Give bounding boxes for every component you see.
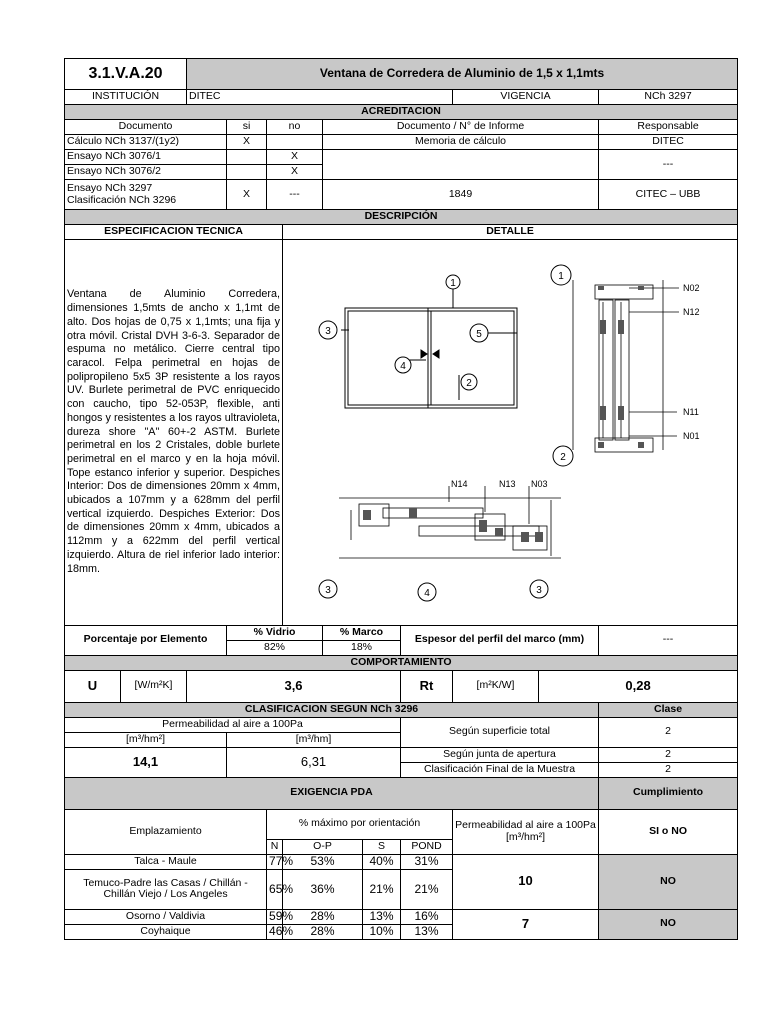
perm-requirement-label: Permeabilidad al aire a 100Pa [m³/hm²] [453,809,599,854]
callout-4-bottom [418,583,436,601]
acred-responsable: CITEC – UBB [599,180,738,210]
table-row [65,854,738,869]
callout-4 [395,357,411,373]
section-callout-2-label: 2 [560,452,566,463]
col-header-responsable: Responsable [599,120,738,135]
acred-doc: Cálculo NCh 3137/(1y2) [65,135,227,150]
rt-unit: [m²K/W] [453,670,539,702]
cumple-group-1: NO [599,854,738,909]
u-value: 3,6 [187,670,401,702]
label-n01: N01 [683,431,700,441]
acred-responsable: DITEC [599,135,738,150]
u-label: U [65,670,121,702]
hsection-callout-3a-label: 3 [325,585,331,596]
emplazamiento-name: Osorno / Valdivia [65,909,267,924]
window-detail-drawing [299,240,721,621]
label-n12: N12 [683,307,700,317]
orient-header-n: N [267,839,283,854]
orient-s: 21% [363,869,401,909]
orient-op: 28% [283,909,363,924]
callout-1-section [551,265,571,285]
spec-text: Ventana de Aluminio Corredera, dimensiones 1,5mts de ancho x 1,1mt de alto. Dos hojas de 0,75 x 1,1mts; una fija y otra móvil. Cristal DVH 3-6-3. Separador de espuma no metálico. Cierre central tipo caracol. Felpa perimetral en hojas de polipropileno 5x5 3P resistente a los rayos UV. Burlete perimetral de PVC enriquecido con caucho, tipo 52-053P, flexible, anti hongos y resistentes a los rayos ultravioleta, dureza shore "A" 60+-2 ASTM. Burlete perimetral en los 2 Cristales, doble burlete perimetral en el marco y en la hoja móvil. Tope estanco inferior y superior. Despiches Interior: Dos de dimensiones 20mm x 4mm, ubicados a 107mm y a 628mm del perfil vertical izquierdo. Despiches Exterior: Dos de dimensiones 20mm x 4mm, ubicados a 112mm y a 622mm del perfil vertical izquierdo. Altura de riel inferior lado interior: 18mm. [65,240,283,626]
perm-label: Permeabilidad al aire a 100Pa [65,717,401,732]
marco-label: % Marco [323,625,401,640]
hsection-callout-3b-label: 3 [536,585,542,596]
orient-pond: 21% [401,869,453,909]
table-row [65,909,738,924]
section-callout-1-label: 1 [558,271,564,282]
perm-value-length: 6,31 [227,747,401,777]
horizontal-section [339,486,561,558]
technical-sheet [64,58,704,940]
callout-3 [319,321,337,339]
acred-responsable: --- [599,150,738,180]
orient-header-op: O-P [283,839,363,854]
acred-no: --- [267,180,323,210]
acred-doc [65,180,227,210]
acred-no: X [267,150,323,165]
vigencia-value: NCh 3297 [599,90,738,105]
porcentaje-label: Porcentaje por Elemento [65,625,227,655]
orient-op: 28% [283,924,363,939]
orient-n: 65% [267,869,283,909]
final-clase: 2 [599,762,738,777]
marco-value: 18% [323,640,401,655]
callout-5-label: 5 [476,329,482,340]
callout-1 [446,275,460,289]
perm-group-2: 7 [453,909,599,939]
vidrio-label: % Vidrio [227,625,323,640]
acred-informe: 1849 [323,180,599,210]
col-header-documento: Documento [65,120,227,135]
acreditacion-title: ACREDITACION [65,105,738,120]
callout-1-label: 1 [450,278,456,289]
acred-si [227,165,267,180]
acred-doc-line2: Clasificación NCh 3296 [67,193,177,206]
orient-op: 36% [283,869,363,909]
junta-label: Según junta de apertura [401,747,599,762]
junta-clase: 2 [599,747,738,762]
callout-5 [470,324,488,342]
vertical-section [573,280,679,452]
detail-drawing-cell [283,240,738,626]
sheet-title: Ventana de Corredera de Aluminio de 1,5 x 1,1mts [187,59,738,90]
acred-si [227,150,267,165]
callout-2 [461,374,477,390]
label-n03: N03 [531,479,548,489]
acred-no [267,135,323,150]
espesor-label: Espesor del perfil del marco (mm) [401,625,599,655]
callout-3-left [319,580,337,598]
sheet-code: 3.1.V.A.20 [65,59,187,90]
label-n02: N02 [683,283,700,293]
cumple-group-2: NO [599,909,738,939]
orient-s: 13% [363,909,401,924]
callout-3-label: 3 [325,326,331,337]
perm-group-1: 10 [453,854,599,909]
superficie-label: Según superficie total [401,717,599,747]
orient-pond: 31% [401,854,453,869]
superficie-clase: 2 [599,717,738,747]
callout-2-section [553,446,573,466]
final-label: Clasificación Final de la Muestra [401,762,599,777]
label-n13: N13 [499,479,516,489]
acred-si: X [227,135,267,150]
acred-doc: Ensayo NCh 3076/2 [65,165,227,180]
acred-informe [323,150,599,180]
perm-value-area: 14,1 [65,747,227,777]
callout-4-label: 4 [400,361,406,372]
acred-doc: Ensayo NCh 3076/1 [65,150,227,165]
col-header-si: si [227,120,267,135]
orient-header-s: S [363,839,401,854]
callout-3-right [530,580,548,598]
perm-unit-length: [m³/hm] [227,732,401,747]
vidrio-value: 82% [227,640,323,655]
orient-n: 59% [267,909,283,924]
orient-s: 40% [363,854,401,869]
perm-unit-area: [m³/hm²] [65,732,227,747]
emplazamiento-name: Temuco-Padre las Casas / Chillán - Chillán Viejo / Los Angeles [65,869,267,909]
clasificacion-title: CLASIFICACION SEGUN NCh 3296 [65,702,599,717]
u-unit: [W/m²K] [121,670,187,702]
orient-pond: 13% [401,924,453,939]
acred-no: X [267,165,323,180]
emplazamiento-name: Talca - Maule [65,854,267,869]
emplazamiento-label: Emplazamiento [65,809,267,854]
orientacion-label: % máximo por orientación [267,809,453,839]
col-header-no: no [267,120,323,135]
callout-2-label: 2 [466,378,472,389]
horizontal-section-fill [363,508,543,542]
label-n14: N14 [451,479,468,489]
comportamiento-title: COMPORTAMIENTO [65,655,738,670]
clase-label: Clase [599,702,738,717]
col-header-informe: Documento / N° de Informe [323,120,599,135]
rt-label: Rt [401,670,453,702]
label-n11: N11 [683,407,699,417]
spec-title: ESPECIFICACION TECNICA [65,225,283,240]
sheet-table [64,58,738,940]
orient-n: 77% [267,854,283,869]
vigencia-label: VIGENCIA [453,90,599,105]
acred-si: X [227,180,267,210]
cumplimiento-label: Cumplimiento [599,777,738,809]
orient-op: 53% [283,854,363,869]
exigencia-title: EXIGENCIA PDA [65,777,599,809]
detalle-title: DETALLE [283,225,738,240]
hsection-callout-4-label: 4 [424,588,430,599]
sino-label: SI o NO [599,809,738,854]
emplazamiento-name: Coyhaique [65,924,267,939]
orient-pond: 16% [401,909,453,924]
acred-doc-line1: Ensayo NCh 3297 [67,181,153,194]
rt-value: 0,28 [539,670,738,702]
window-elevation [341,288,517,408]
descripcion-title: DESCRIPCIÓN [65,210,738,225]
orient-s: 10% [363,924,401,939]
orient-n: 46% [267,924,283,939]
institucion-value: DITEC [187,90,453,105]
espesor-value: --- [599,625,738,655]
orient-header-pond: POND [401,839,453,854]
acred-informe: Memoria de cálculo [323,135,599,150]
institucion-label: INSTITUCIÓN [65,90,187,105]
